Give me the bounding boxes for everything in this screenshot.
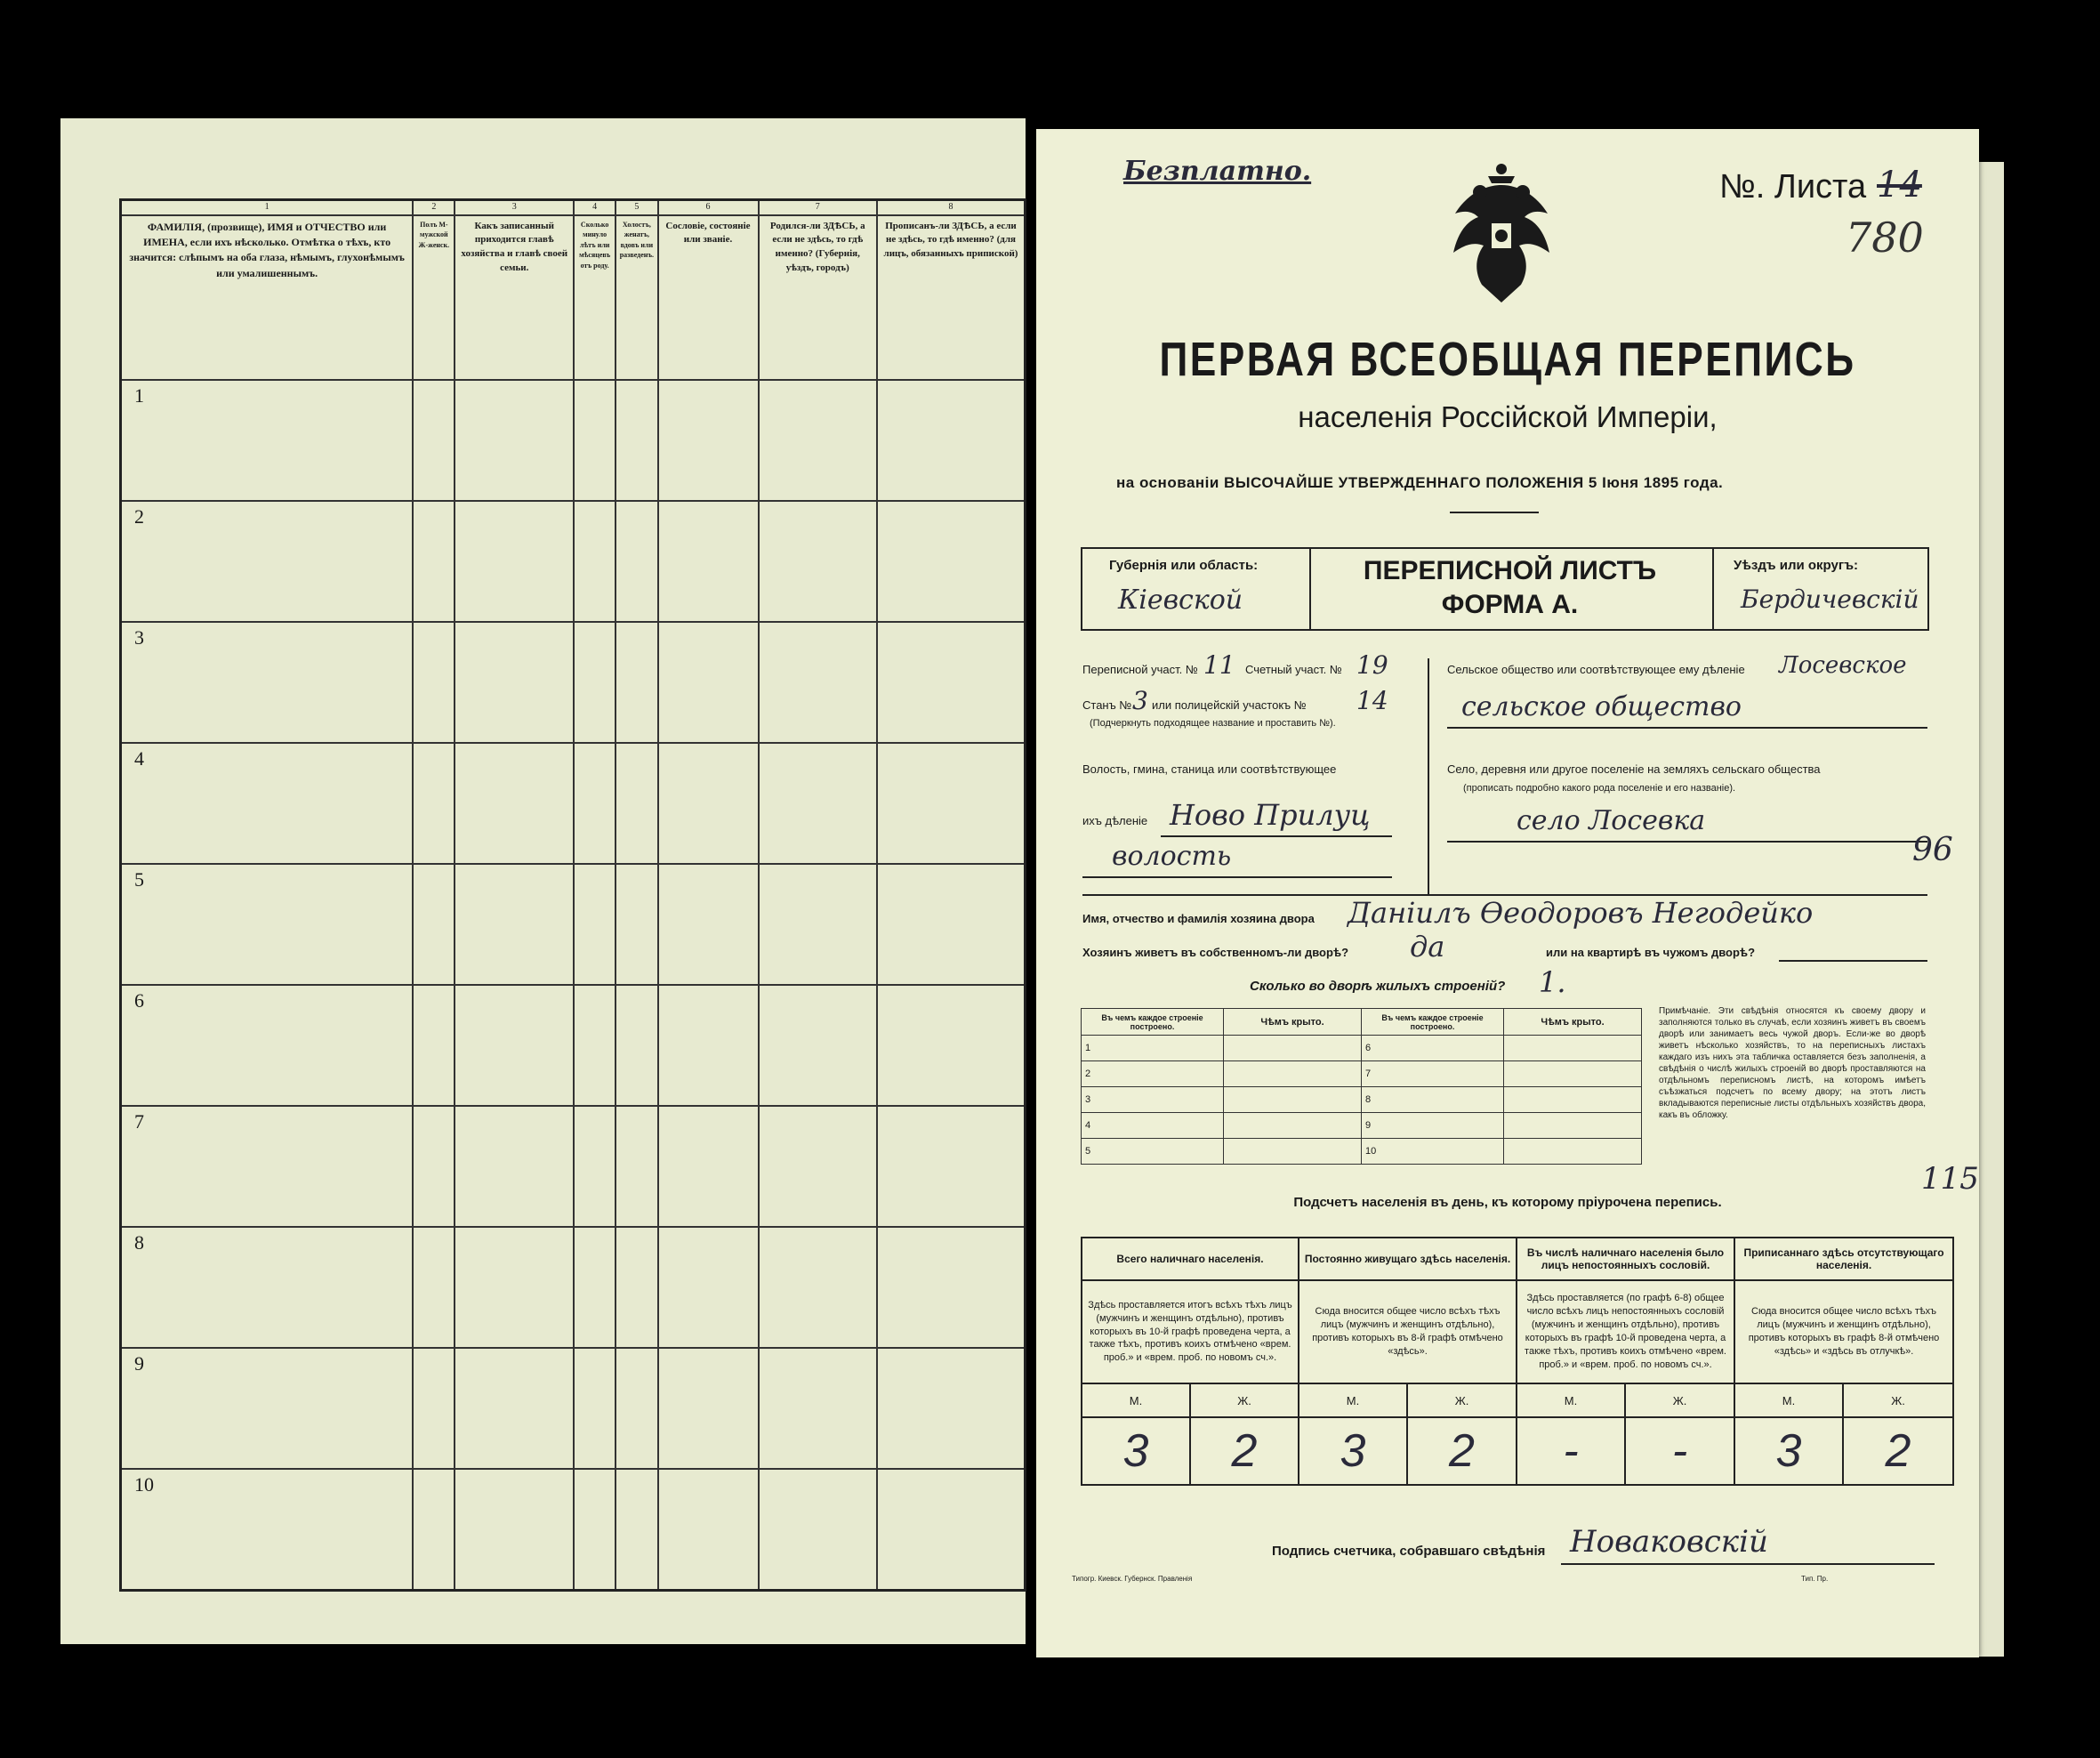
printer-imprint-right: Тип. Пр. — [1801, 1575, 1829, 1583]
column-header-estate: Сословіе, состояніе или званіе. — [658, 215, 759, 380]
buildings-head-material: Въ чемъ каждое строеніе построено. — [1362, 1009, 1504, 1036]
perepis-uchastok-value: 11 — [1203, 650, 1235, 680]
police-value: 14 — [1356, 686, 1388, 715]
row-number: 9 — [121, 1348, 414, 1469]
male-label: М. — [1734, 1383, 1843, 1417]
buildings-table — [1081, 1008, 1642, 1165]
tally-head-absent: Приписаннаго здѣсь отсутствующаго населенія. — [1734, 1238, 1953, 1280]
column-header-sex: Полъ М-мужской Ж-женск. — [413, 215, 455, 380]
society-value-2: сельское общество — [1461, 691, 1742, 722]
owns-yard-label: Хозяинъ живетъ въ собственномъ-ли дворѣ? — [1082, 946, 1349, 959]
column-header-age: Сколько минуло лѣтъ или мѣсяцевъ отъ роду. — [574, 215, 616, 380]
row-number: 10 — [121, 1469, 414, 1591]
table-row: 9 — [1362, 1113, 1504, 1139]
buildings-value: 1. — [1539, 965, 1566, 999]
table-row — [121, 1227, 1026, 1348]
buildings-head-roof: Чѣмъ крыто. — [1504, 1009, 1642, 1036]
tally-value: - — [1625, 1417, 1734, 1485]
gubernia-box — [1081, 547, 1311, 631]
table-row — [121, 501, 1026, 622]
row-number: 6 — [121, 985, 414, 1106]
female-label: Ж. — [1843, 1383, 1953, 1417]
table-row: 10 — [1362, 1139, 1504, 1165]
uezd-value: Бердичевскій — [1741, 585, 1919, 614]
column-number-row — [121, 200, 1026, 215]
tally-head-total: Всего наличнаго населенія. — [1082, 1238, 1299, 1280]
ornament-divider — [1450, 512, 1539, 513]
tally-value: 3 — [1082, 1417, 1190, 1485]
schetny-uchastok-label: Счетный участ. № — [1245, 663, 1342, 676]
column-header-birthplace: Родился-ли ЗДѢСЬ, а если не здѣсь, то гдѣ именно? (Губернія, уѣздъ, городъ) — [759, 215, 878, 380]
tally-value: 3 — [1734, 1417, 1843, 1485]
table-row: 1 — [1082, 1036, 1224, 1061]
tally-desc-permanent: Сюда вносится общее число всѣхъ тѣхъ лицъ (мужчинъ и женщинъ отдѣльно), противъ которыхъ въ 8-й графѣ отмѣчено «здѣсь». — [1299, 1280, 1517, 1383]
table-row — [121, 864, 1026, 985]
column-header-registered: Прописанъ-ли ЗДѢСЬ, а если не здѣсь, то гдѣ именно? (для лицъ, обязанныхъ припиской) — [877, 215, 1025, 380]
society-value-1: Лосевское — [1779, 652, 1907, 679]
table-row: 7 — [1362, 1061, 1504, 1087]
table-row: 8 — [1362, 1087, 1504, 1113]
table-row — [121, 1348, 1026, 1469]
column-number: 8 — [877, 200, 1025, 215]
village-value: село Лосевка — [1517, 805, 1706, 836]
volost-line-2 — [1082, 876, 1392, 878]
stan-note: (Подчеркнуть подходящее название и проставить №). — [1090, 718, 1336, 729]
column-number: 5 — [616, 200, 657, 215]
female-label: Ж. — [1407, 1383, 1517, 1417]
table-row — [121, 1469, 1026, 1591]
village-note: (прописать подробно какого рода поселеніе и его названіе). — [1463, 783, 1736, 794]
police-label: или полицейскій участокъ № — [1152, 698, 1307, 712]
table-row — [121, 622, 1026, 743]
schetny-uchastok-value: 19 — [1356, 650, 1388, 680]
tally-table — [1081, 1237, 1954, 1486]
society-label: Сельское общество или соотвѣтствующее ему дѣленіе — [1447, 663, 1745, 676]
table-row — [121, 985, 1026, 1106]
perepis-uchastok-label: Переписной участ. № — [1082, 663, 1198, 676]
rents-line — [1779, 960, 1927, 962]
table-row: 4 — [1082, 1113, 1224, 1139]
row-number: 8 — [121, 1227, 414, 1348]
row-number: 7 — [121, 1106, 414, 1227]
buildings-head-material: Въ чемъ каждое строеніе построено. — [1082, 1009, 1224, 1036]
volost-label-2: ихъ дѣленіе — [1082, 814, 1148, 827]
form-subtitle: ФОРМА А. — [1441, 590, 1579, 619]
rents-label: или на квартирѣ въ чужомъ дворѣ? — [1546, 946, 1756, 959]
tally-head-transient: Въ числѣ наличнаго населенія было лицъ непостоянныхъ сословій. — [1517, 1238, 1734, 1280]
form-title-box — [1307, 547, 1712, 631]
buildings-head-roof: Чѣмъ крыто. — [1224, 1009, 1362, 1036]
tally-value: 2 — [1843, 1417, 1953, 1485]
column-number: 2 — [413, 200, 455, 215]
column-number: 1 — [121, 200, 414, 215]
female-label: Ж. — [1625, 1383, 1734, 1417]
row-number: 1 — [121, 380, 414, 501]
male-label: М. — [1299, 1383, 1407, 1417]
volost-value-1: Ново Прилуц — [1170, 798, 1371, 832]
table-row: 3 — [1082, 1087, 1224, 1113]
village-line — [1447, 841, 1927, 843]
printer-imprint: Типогр. Киевск. Губернск. Правленія — [1072, 1575, 1193, 1583]
volost-line — [1161, 835, 1392, 837]
male-label: М. — [1517, 1383, 1625, 1417]
society-line — [1447, 727, 1927, 729]
field-divider — [1428, 658, 1429, 894]
tally-desc-absent: Сюда вносится общее число всѣхъ тѣхъ лицъ (мужчинъ и женщинъ отдѣльно), противъ которыхъ въ графѣ 8-й отмѣчено «здѣсь» и «здѣсь въ отлучкѣ». — [1734, 1280, 1953, 1383]
column-number: 4 — [574, 200, 616, 215]
table-row — [121, 380, 1026, 501]
table-row: 2 — [1082, 1061, 1224, 1087]
uezd-box — [1712, 547, 1929, 631]
owner-value: Даніилъ Өеодоровъ Негодейко — [1348, 896, 1814, 930]
gubernia-value: Кіевской — [1118, 585, 1243, 616]
signature-label: Подпись счетчика, собравшаго свѣдѣнія — [1272, 1544, 1546, 1559]
row-number: 4 — [121, 743, 414, 864]
column-number: 6 — [658, 200, 759, 215]
free-label: Безплатно. — [1123, 156, 1312, 187]
table-row — [121, 1106, 1026, 1227]
table-row: 5 — [1082, 1139, 1224, 1165]
tally-value: - — [1517, 1417, 1625, 1485]
female-label: Ж. — [1190, 1383, 1299, 1417]
row-number: 5 — [121, 864, 414, 985]
margin-mark: 96 — [1912, 832, 1953, 868]
uezd-label: Уѣздъ или округъ: — [1734, 558, 1859, 573]
table-row — [121, 743, 1026, 864]
gubernia-label: Губернія или область: — [1109, 558, 1259, 573]
tally-head-permanent: Постоянно живущаго здѣсь населенія. — [1299, 1238, 1517, 1280]
column-header-name: ФАМИЛІЯ, (прозвище), ИМЯ и ОТЧЕСТВО или ИМЕНА, если ихъ нѣсколько. Отмѣтка о тѣхъ, кто значится: слѣпымъ на оба глаза, нѣмымъ, глухонѣмымъ или умалишеннымъ. — [121, 215, 414, 380]
tally-value: 2 — [1407, 1417, 1517, 1485]
tally-value: 2 — [1190, 1417, 1299, 1485]
sheet-number-value: 14 — [1877, 165, 1922, 206]
signature-line — [1561, 1563, 1935, 1565]
column-header-relation: Какъ записанный приходится главѣ хозяйства и главѣ своей семьи. — [455, 215, 574, 380]
volost-value-2: волость — [1112, 841, 1232, 872]
row-number: 3 — [121, 622, 414, 743]
column-number: 7 — [759, 200, 878, 215]
column-header-marital: Холостъ, женатъ, вдовъ или разведенъ. — [616, 215, 657, 380]
left-page — [60, 118, 1026, 1644]
buildings-label: Сколько во дворѣ жилыхъ строеній? — [1250, 979, 1506, 994]
tally-desc-total: Здѣсь проставляется итогъ всѣхъ тѣхъ лицъ (мужчинъ и женщинъ отдѣльно), противъ которыхъ въ 10-й графѣ проведена черта, а также тѣхъ, противъ коихъ отмѣчено «врем. проб.» и «врем. проб. по новомъ сч.». — [1082, 1280, 1299, 1383]
archive-stamp-number: 780 — [1846, 214, 1924, 262]
document-subtitle: населенія Россійской Имперіи, — [1298, 400, 1718, 433]
form-title: ПЕРЕПИСНОЙ ЛИСТЪ — [1363, 556, 1657, 585]
column-header-row — [121, 215, 1026, 380]
census-table — [119, 198, 1026, 1592]
owns-yard-value: да — [1410, 930, 1445, 964]
owner-label: Имя, отчество и фамилія хозяина двора — [1082, 912, 1315, 925]
village-label: Село, деревня или другое поселеніе на земляхъ сельскаго общества — [1447, 762, 1821, 776]
signature-value: Новаковскій — [1570, 1524, 1768, 1560]
stan-label: Станъ № — [1082, 698, 1132, 712]
volost-label-1: Волость, гмина, станица или соотвѣтствующее — [1082, 762, 1337, 776]
tally-value: 3 — [1299, 1417, 1407, 1485]
tally-title: Подсчетъ населенія въ день, къ которому пріурочена перепись. — [1293, 1195, 1722, 1210]
legal-basis: на основаніи ВЫСОЧАЙШЕ УТВЕРЖДЕННАГО ПОЛОЖЕНІЯ 5 Іюня 1895 года. — [1116, 474, 1724, 491]
table-row: 6 — [1362, 1036, 1504, 1061]
document-title: ПЕРВАЯ ВСЕОБЩАЯ ПЕРЕПИСЬ — [1159, 333, 1856, 386]
right-page — [1036, 129, 1979, 1657]
male-label: М. — [1082, 1383, 1190, 1417]
footnote: Примѣчаніе. Эти свѣдѣнія относятся къ своему двору и заполняются только въ случаѣ, если хозяинъ живетъ въ своемъ дворѣ или занимаетъ весь чужой дворъ. Если-же во дворѣ живетъ нѣсколько хозяйствъ, то на переписныхъ листахъ каждаго изъ нихъ эта табличка оставляется безъ заполненія, а свѣдѣнія о числѣ жилыхъ строеній во дворѣ проставляются на отдѣльномъ переписномъ листѣ, на которомъ имѣетъ съѣзжаться подсчетъ по всему двору; на этотъ листъ вкладываются переписные листы отдѣльныхъ хозяйствъ двора, какъ въ обложку. — [1659, 1006, 1926, 1120]
margin-mark: 115 — [1921, 1161, 1979, 1197]
tally-desc-transient: Здѣсь проставляется (по графѣ 6-8) общее число всѣхъ лицъ непостоянныхъ сословій (мужчинъ и женщинъ отдѣльно), противъ которыхъ въ графѣ 10-й проведена черта, а также тѣхъ, противъ коихъ отмѣчено «врем. проб.» и «врем. проб. по новомъ сч.». — [1517, 1280, 1734, 1383]
stan-value: 3 — [1132, 686, 1148, 715]
row-number: 2 — [121, 501, 414, 622]
column-number: 3 — [455, 200, 574, 215]
sheet-number-label: №. Листа — [1719, 168, 1867, 206]
imperial-eagle-icon — [1448, 160, 1555, 307]
